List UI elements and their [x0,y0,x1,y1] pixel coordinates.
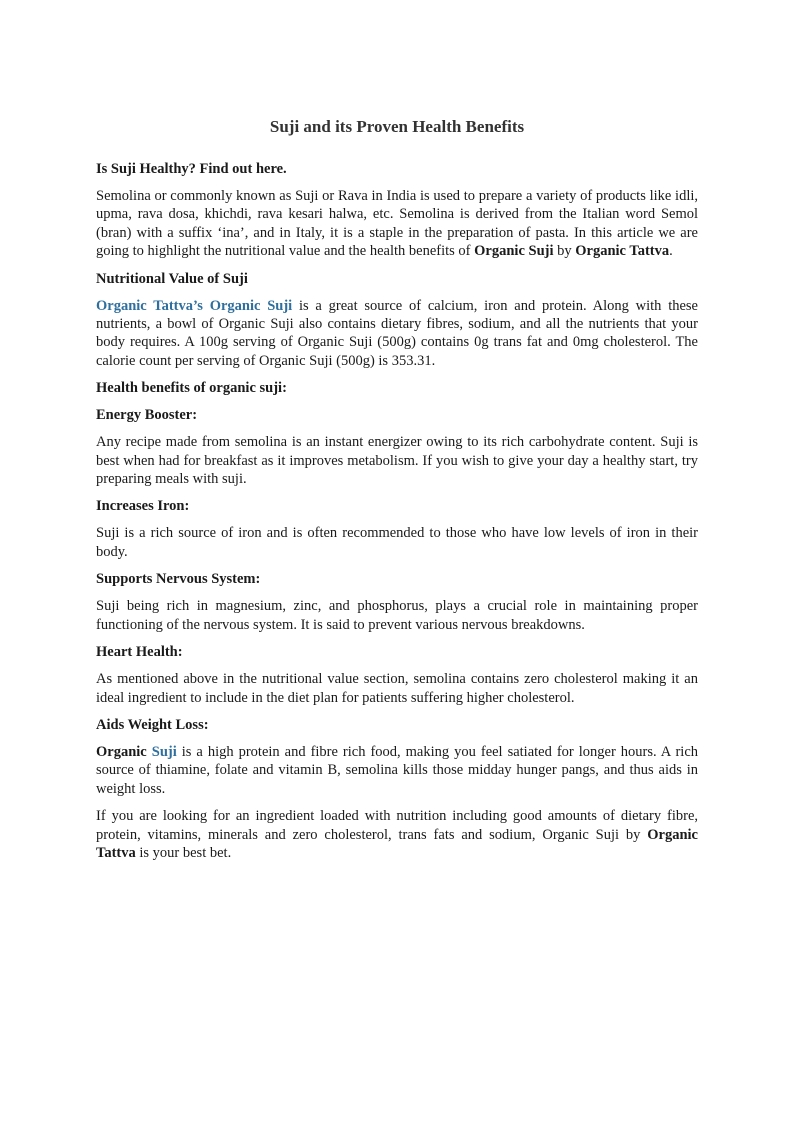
section-paragraph: Suji is a rich source of iron and is often recommended to those who have low levels of iron in their body. [96,525,698,560]
intro-text: Semolina or commonly known as Suji or Rava in India is used to prepare a variety of products like idli, upma, rava dosa, khichdi, rava kesari halwa, etc. Semolina is derived from the Italian word Semol (bran) with a suffix ‘ina’, and in Italy, it is a staple in the preparation of pasta. In this article we are going to highlight the nutritional value and the health benefits of [96,188,698,260]
section-heading: Energy Booster: [96,407,198,424]
nutrition-heading: Nutritional Value of Suji [96,270,248,287]
weight-loss-heading: Aids Weight Loss: [96,716,209,733]
closing-paragraph [96,807,698,862]
section-heading: Heart Health: [96,644,183,661]
organic-suji-link[interactable]: Organic Tattva’s Organic Suji [96,297,293,314]
intro-end: . [669,243,673,260]
suji-link[interactable]: Suji [151,743,177,760]
intro-mid: by [553,243,576,260]
intro-bold-product: Organic Suji [474,243,554,260]
benefits-heading: Health benefits of organic suji: [96,380,287,397]
document-page [96,116,698,871]
section-paragraph: As mentioned above in the nutritional value section, semolina contains zero cholesterol making it an ideal ingredient to include in the diet plan for patients suffering higher cholesterol. [96,671,698,706]
nutrition-text: is a great source of calcium, iron and protein. Along with these nutrients, a bowl of Organic Suji also contains dietary fibres, sodium, and all the nutrients that your body requires. A 100g serving of Organic Suji (500g) contains 0g trans fat and 0mg cholesterol. The calorie count per serving of Organic Suji (500g) is 353.31. [96,297,698,369]
weight-bold-brand: Organic [96,743,147,760]
weight-loss-paragraph [96,743,698,798]
intro-bold-brand: Organic Tattva [575,243,670,260]
weight-text: is a high protein and fibre rich food, making you feel satiated for longer hours. A rich source of thiamine, folate and vitamin B, semolina kills those midday hunger pangs, and thus aids in weight loss. [96,743,699,797]
page-title: Suji and its Proven Health Benefits [269,117,525,136]
section-heading: Increases Iron: [96,498,190,515]
section-paragraph: Suji being rich in magnesium, zinc, and phosphorus, plays a crucial role in maintaining proper functioning of the nervous system. It is said to prevent various nervous breakdowns. [96,598,698,633]
closing-text: If you are looking for an ingredient loaded with nutrition including good amounts of dietary fibre, protein, vitamins, minerals and zero cholesterol, trans fats and sodium, Organic Suji by [96,808,698,843]
intro-paragraph [96,187,698,261]
section-paragraph: Any recipe made from semolina is an instant energizer owing to its rich carbohydrate content. Suji is best when had for breakfast as it improves metabolism. If you wish to give your day a healthy start, try preparing meals with suji. [96,434,698,488]
nutrition-paragraph [96,297,698,371]
closing-bold-brand: Organic Tattva [96,826,698,861]
closing-end: is your best bet. [135,844,232,861]
intro-heading: Is Suji Healthy? Find out here. [96,161,287,177]
section-heading: Supports Nervous System: [96,571,261,588]
